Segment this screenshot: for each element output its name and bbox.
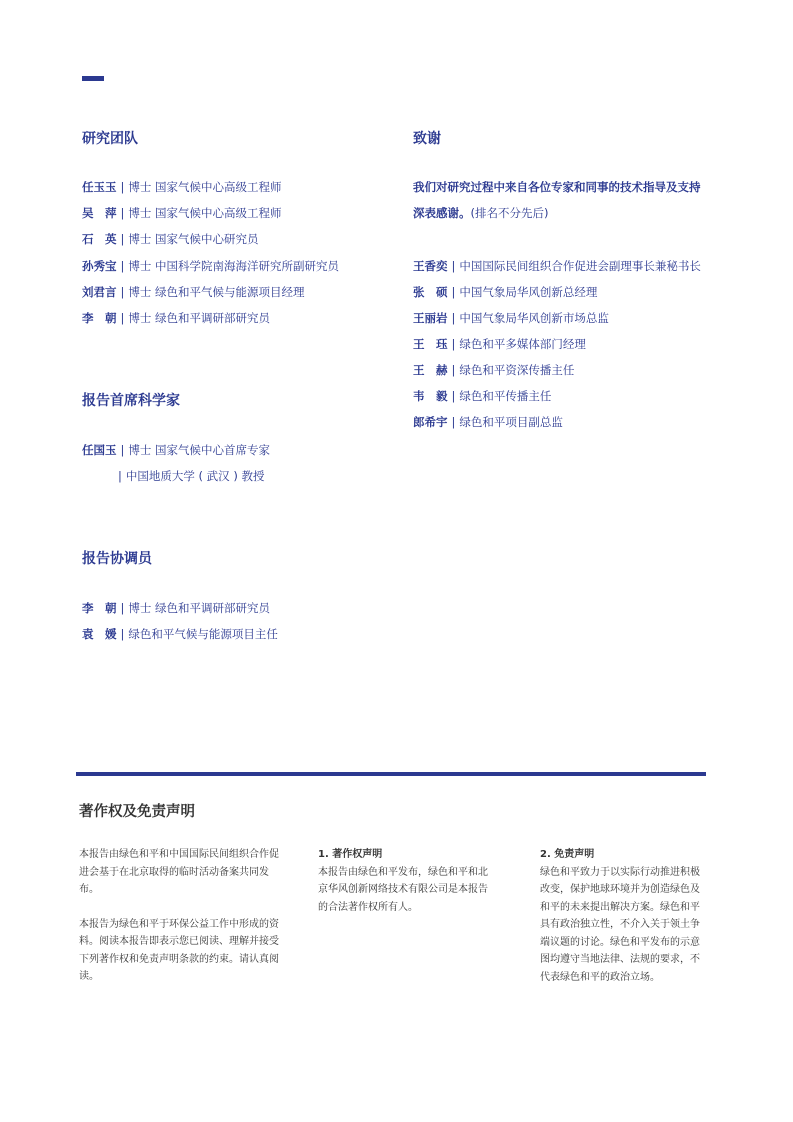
team-member <box>82 310 270 326</box>
member-name: 吴 萍 <box>82 206 117 220</box>
team-heading: 研究团队 <box>82 131 138 147</box>
chief-row-2 <box>114 468 264 484</box>
separator: | <box>451 363 456 377</box>
coordinator-name: 袁 媛 <box>82 627 117 641</box>
team-member <box>82 205 282 221</box>
separator: | <box>120 601 125 615</box>
chief-heading: 报告首席科学家 <box>82 393 180 409</box>
member-name: 石 英 <box>82 232 117 246</box>
copyright-title: 1. 著作权声明 <box>318 849 383 860</box>
member-role: 博士 国家气候中心高级工程师 <box>128 206 282 220</box>
ack-person <box>413 362 574 378</box>
ack-heading: 致谢 <box>413 131 441 147</box>
coordinators-heading: 报告协调员 <box>82 551 152 567</box>
section-divider <box>76 772 706 776</box>
ack-role: 绿色和平资深传播主任 <box>459 363 575 377</box>
chief-name: 任国玉 <box>82 443 117 457</box>
ack-intro-bold: 深表感谢。 <box>413 206 471 220</box>
separator: | <box>451 311 456 325</box>
ack-name: 郎希宇 <box>413 415 448 429</box>
ack-name: 王丽岩 <box>413 311 448 325</box>
member-role: 博士 国家气候中心高级工程师 <box>128 180 282 194</box>
coordinator <box>82 600 270 616</box>
separator: | <box>451 415 456 429</box>
disclaimer-body: 绿色和平致力于以实际行动推进积极改变，保护地球环境并为创造绿色及和平的未来提出解决方案。绿色和平具有政治独立性，不介入关于领土争端议题的讨论。绿色和平发布的示意图均遵守当地法律、法规的要求，不代表绿色和平的政治立场。 <box>540 866 700 983</box>
ack-name: 王香奕 <box>413 259 448 273</box>
member-name: 李 朝 <box>82 311 117 325</box>
ack-name: 韦 毅 <box>413 389 448 403</box>
separator: | <box>120 443 125 457</box>
ack-role: 绿色和平项目副总监 <box>459 415 563 429</box>
team-member <box>82 284 305 300</box>
ack-role: 中国国际民间组织合作促进会副理事长兼秘书长 <box>459 259 701 273</box>
ack-role: 绿色和平传播主任 <box>459 389 552 403</box>
team-member <box>82 258 339 274</box>
top-accent-bar <box>82 76 104 81</box>
member-role: 博士 绿色和平调研部研究员 <box>128 311 271 325</box>
member-name: 任玉玉 <box>82 180 117 194</box>
coordinator-role: 博士 绿色和平调研部研究员 <box>128 601 271 615</box>
separator: | <box>120 206 125 220</box>
legal-intro-p1: 本报告由绿色和平和中国国际民间组织合作促进会基于在北京取得的临时活动备案共同发布。 <box>79 849 279 895</box>
ack-name: 张 硕 <box>413 285 448 299</box>
chief-role: 博士 国家气候中心首席专家 <box>128 443 271 457</box>
ack-note: (排名不分先后) <box>470 206 549 220</box>
member-role: 博士 中国科学院南海海洋研究所副研究员 <box>128 259 340 273</box>
legal-intro <box>79 846 279 986</box>
ack-name: 王 珏 <box>413 337 448 351</box>
separator: | <box>120 285 125 299</box>
ack-person <box>413 258 701 274</box>
legal-intro-p2: 本报告为绿色和平于环保公益工作中形成的资料。阅读本报告即表示您已阅读、理解并接受下列著作权和免责声明条款的约束。请认真阅读。 <box>79 918 279 982</box>
copyright-body: 本报告由绿色和平发布，绿色和平和北京华风创新网络技术有限公司是本报告的合法著作权所有人。 <box>318 866 488 913</box>
separator: | <box>118 469 122 483</box>
separator: | <box>120 232 125 246</box>
member-name: 刘君言 <box>82 285 117 299</box>
member-role: 博士 绿色和平气候与能源项目经理 <box>128 285 305 299</box>
copyright-statement <box>318 846 488 916</box>
ack-person <box>413 284 597 300</box>
chief-row <box>82 442 270 458</box>
separator: | <box>120 259 125 273</box>
ack-person <box>413 388 551 404</box>
member-role: 博士 国家气候中心研究员 <box>128 232 259 246</box>
ack-person <box>413 310 609 326</box>
ack-role: 中国气象局华风创新市场总监 <box>459 311 609 325</box>
disclaimer-statement <box>540 846 708 986</box>
separator: | <box>451 285 456 299</box>
team-member <box>82 231 259 247</box>
ack-person <box>413 336 586 352</box>
separator: | <box>120 311 125 325</box>
separator: | <box>451 337 456 351</box>
separator: | <box>120 627 125 641</box>
member-name: 孙秀宝 <box>82 259 117 273</box>
coordinator <box>82 626 278 642</box>
disclaimer-title: 2. 免责声明 <box>540 849 595 860</box>
ack-intro: 我们对研究过程中来自各位专家和同事的技术指导及支持 <box>413 180 701 194</box>
ack-role: 中国气象局华风创新总经理 <box>459 285 598 299</box>
team-member <box>82 179 282 195</box>
legal-title: 著作权及免责声明 <box>79 804 195 820</box>
ack-person <box>413 414 563 430</box>
ack-name: 王 赫 <box>413 363 448 377</box>
separator: | <box>451 389 456 403</box>
separator: | <box>120 180 125 194</box>
chief-role-2: 中国地质大学 ( 武汉 ) 教授 <box>125 469 265 483</box>
ack-intro-2 <box>413 205 548 221</box>
separator: | <box>451 259 456 273</box>
coordinator-name: 李 朝 <box>82 601 117 615</box>
coordinator-role: 绿色和平气候与能源项目主任 <box>128 627 278 641</box>
ack-role: 绿色和平多媒体部门经理 <box>459 337 586 351</box>
